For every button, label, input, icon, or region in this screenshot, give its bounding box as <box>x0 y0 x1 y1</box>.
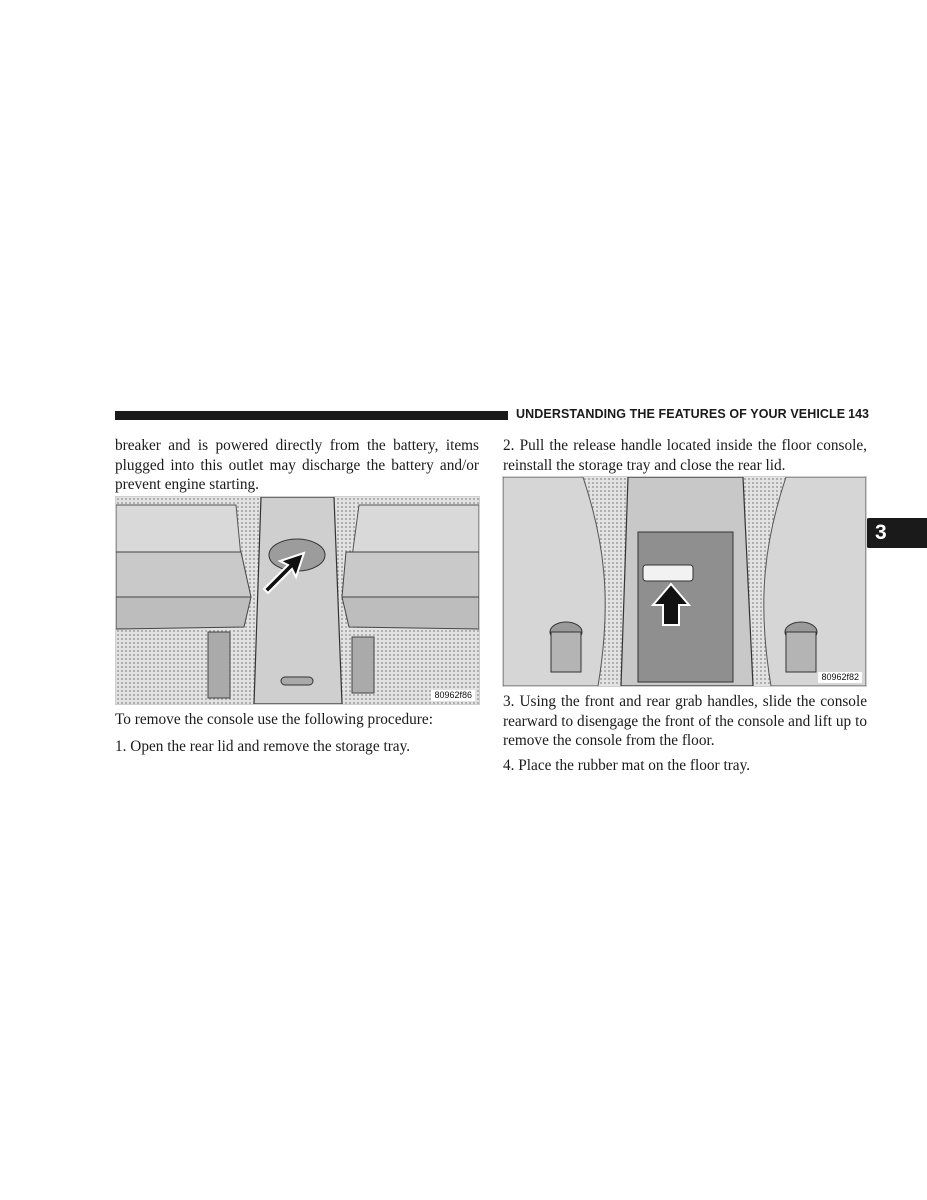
page-number: 143 <box>848 407 869 421</box>
right-paragraph-1: 2. Pull the release handle located inside the floor console, reinstall the storage tray and close the rear lid. <box>503 437 867 474</box>
console-photo-rear-seats <box>115 496 480 705</box>
figure-code: 80962f82 <box>818 672 862 683</box>
chapter-number: 3 <box>875 521 887 544</box>
console-illustration-1 <box>116 497 479 704</box>
right-paragraph-2: 3. Using the front and rear grab handles, slide the console rearward to disengage the front of the console and lift up to remove the console from the floor. <box>503 693 867 749</box>
left-paragraph-1: breaker and is powered directly from the battery, items plugged into this outlet may discharge the battery and/or prevent engine starting. <box>115 437 479 493</box>
running-header: UNDERSTANDING THE FEATURES OF YOUR VEHICLE <box>516 407 846 421</box>
console-photo-front <box>502 476 867 687</box>
left-paragraph-2: To remove the console use the following procedure: <box>115 711 433 728</box>
left-paragraph-3: 1. Open the rear lid and remove the storage tray. <box>115 738 411 755</box>
header-rule <box>115 411 508 420</box>
console-illustration-2 <box>503 477 866 686</box>
figure-code: 80962f86 <box>431 690 475 701</box>
chapter-tab <box>866 518 927 548</box>
right-paragraph-3: 4. Place the rubber mat on the floor tray. <box>503 757 751 774</box>
